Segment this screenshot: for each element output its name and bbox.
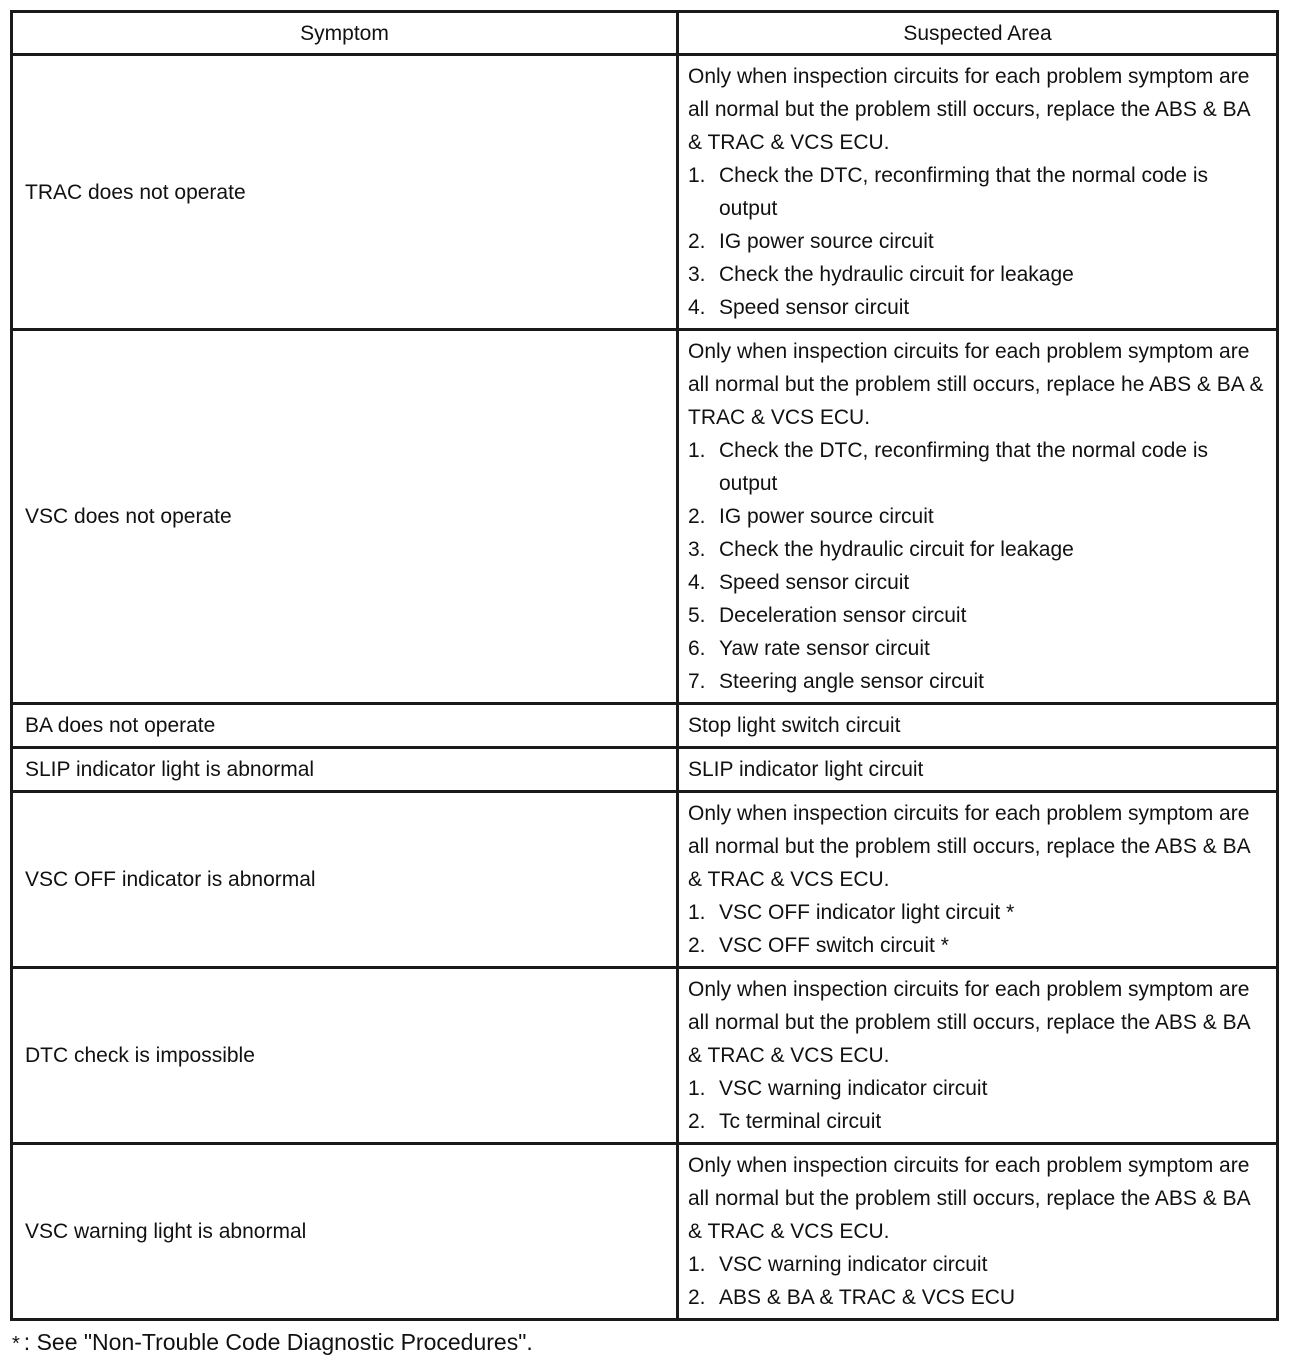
list-item	[688, 159, 1268, 225]
table-row	[12, 704, 1278, 748]
list-item-number: 3.	[688, 263, 706, 286]
suspected-area-text: Stop light switch circuit	[688, 714, 901, 737]
list-item	[688, 258, 1268, 291]
symptom-cell: SLIP indicator light is abnormal	[12, 748, 678, 792]
list-item-text: Steering angle sensor circuit	[719, 670, 984, 693]
table-row	[12, 330, 1278, 704]
suspected-area-cell	[678, 968, 1278, 1144]
footnote	[10, 1327, 1276, 1359]
list-item-number: 2.	[688, 1110, 706, 1133]
list-item-number: 1.	[688, 1077, 706, 1100]
list-item-text: Speed sensor circuit	[719, 571, 910, 594]
list-item-text: Deceleration sensor circuit	[719, 604, 967, 627]
symptom-table	[10, 10, 1279, 1321]
list-item	[688, 896, 1268, 929]
check-list	[688, 159, 1268, 324]
symptom-cell: VSC does not operate	[12, 330, 678, 704]
list-item-text: Check the DTC, reconfirming that the normal code is output	[719, 164, 1209, 220]
suspected-area-text: Only when inspection circuits for each problem symptom are all normal but the problem still occurs, replace the ABS & BA & TRAC & VCS ECU.	[688, 802, 1250, 891]
document	[10, 10, 1276, 1359]
suspected-area-cell	[678, 748, 1278, 792]
header-suspected-area: Suspected Area	[678, 12, 1278, 55]
list-item	[688, 566, 1268, 599]
suspected-area-text: Only when inspection circuits for each problem symptom are all normal but the problem still occurs, replace the ABS & BA & TRAC & VCS ECU.	[688, 65, 1250, 154]
header-symptom: Symptom	[12, 12, 678, 55]
suspected-area-text: SLIP indicator light circuit	[688, 758, 924, 781]
list-item-number: 2.	[688, 230, 706, 253]
list-item-text: Speed sensor circuit	[719, 296, 910, 319]
list-item-text: VSC warning indicator circuit	[719, 1253, 988, 1276]
check-list	[688, 1072, 1268, 1138]
list-item-number: 5.	[688, 604, 706, 627]
list-item-number: 7.	[688, 670, 706, 693]
asterisk-icon: *	[12, 1333, 20, 1355]
table-row	[12, 968, 1278, 1144]
list-item-number: 2.	[688, 1286, 706, 1309]
list-item	[688, 533, 1268, 566]
header-row	[12, 12, 1278, 55]
list-item-text: Yaw rate sensor circuit	[719, 637, 930, 660]
suspected-area-cell	[678, 704, 1278, 748]
symptom-cell: DTC check is impossible	[12, 968, 678, 1144]
list-item-text: ABS & BA & TRAC & VCS ECU	[719, 1286, 1016, 1309]
list-item-text: VSC warning indicator circuit	[719, 1077, 988, 1100]
list-item-text: Tc terminal circuit	[719, 1110, 882, 1133]
table-row	[12, 1144, 1278, 1320]
list-item-number: 4.	[688, 571, 706, 594]
suspected-area-text: Only when inspection circuits for each problem symptom are all normal but the problem still occurs, replace the ABS & BA & TRAC & VCS ECU.	[688, 1154, 1250, 1243]
list-item-number: 1.	[688, 901, 706, 924]
suspected-area-cell	[678, 1144, 1278, 1320]
symptom-cell: VSC warning light is abnormal	[12, 1144, 678, 1320]
list-item	[688, 632, 1268, 665]
list-item-text: IG power source circuit	[719, 230, 934, 253]
table-row	[12, 748, 1278, 792]
table-row	[12, 792, 1278, 968]
check-list	[688, 896, 1268, 962]
list-item	[688, 1105, 1268, 1138]
list-item-number: 2.	[688, 505, 706, 528]
list-item-text: Check the hydraulic circuit for leakage	[719, 263, 1074, 286]
list-item-number: 2.	[688, 934, 706, 957]
list-item	[688, 500, 1268, 533]
list-item	[688, 291, 1268, 324]
list-item-number: 1.	[688, 1253, 706, 1276]
suspected-area-text: Only when inspection circuits for each problem symptom are all normal but the problem still occurs, replace the ABS & BA & TRAC & VCS ECU.	[688, 978, 1250, 1067]
list-item-number: 6.	[688, 637, 706, 660]
list-item-number: 3.	[688, 538, 706, 561]
list-item	[688, 434, 1268, 500]
suspected-area-text: Only when inspection circuits for each problem symptom are all normal but the problem still occurs, replace he ABS & BA & TRAC & VCS ECU.	[688, 340, 1264, 429]
footnote-text: : See "Non-Trouble Code Diagnostic Procedures".	[23, 1329, 533, 1355]
symptom-cell: BA does not operate	[12, 704, 678, 748]
list-item-text: IG power source circuit	[719, 505, 934, 528]
list-item-text: Check the hydraulic circuit for leakage	[719, 538, 1074, 561]
check-list	[688, 1248, 1268, 1314]
table-row	[12, 55, 1278, 330]
list-item-text: Check the DTC, reconfirming that the normal code is output	[719, 439, 1209, 495]
suspected-area-cell	[678, 792, 1278, 968]
list-item	[688, 225, 1268, 258]
list-item-text: VSC OFF indicator light circuit *	[719, 901, 1015, 924]
symptom-cell: TRAC does not operate	[12, 55, 678, 330]
list-item	[688, 1072, 1268, 1105]
list-item-number: 1.	[688, 164, 706, 187]
list-item	[688, 665, 1268, 698]
list-item-text: VSC OFF switch circuit *	[719, 934, 949, 957]
symptom-cell: VSC OFF indicator is abnormal	[12, 792, 678, 968]
suspected-area-cell	[678, 330, 1278, 704]
suspected-area-cell	[678, 55, 1278, 330]
check-list	[688, 434, 1268, 698]
list-item	[688, 1281, 1268, 1314]
list-item-number: 1.	[688, 439, 706, 462]
table-body	[12, 55, 1278, 1320]
list-item	[688, 929, 1268, 962]
list-item	[688, 1248, 1268, 1281]
list-item-number: 4.	[688, 296, 706, 319]
list-item	[688, 599, 1268, 632]
